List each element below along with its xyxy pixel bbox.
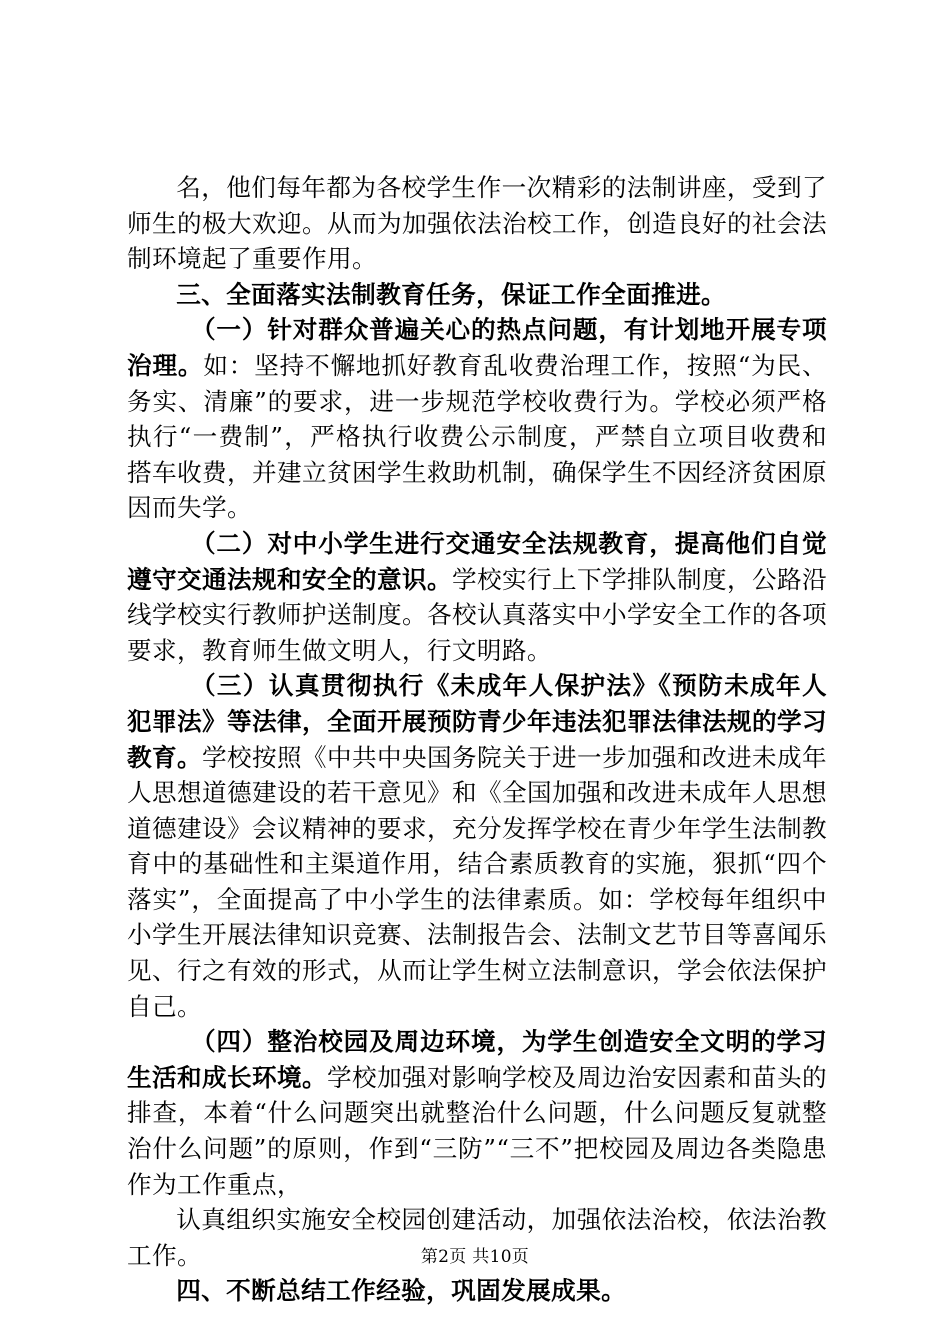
paragraph-item-3 (127, 668, 827, 1024)
item-2-text: 学校实行上下学排队制度，公路沿线学校实行教师护送制度。各校认真落实中小学安全工作的各项要求，教育师生做文明人，行文明路。 (127, 564, 827, 665)
item-4-heading: （四）整治校园及周边环境，为学生创造安全文明的学习生活和成长环境。 (127, 1027, 827, 1092)
paragraph-item-2 (127, 526, 827, 668)
item-1-text: 如：坚持不懈地抓好教育乱收费治理工作，按照“为民、务实、清廉”的要求，进一步规范学校收费行为。学校必须严格执行“一费制”，严格执行收费公示制度，严禁自立项目收费和搭车收费，并建立贫困学生救助机制，确保学生不因经济贫困原因而失学。 (127, 350, 828, 523)
page-number-footer: 第2页 共10页 (420, 1247, 530, 1267)
item-1-heading: （一）针对群众普遍关心的热点问题，有计划地开展专项治理。 (127, 315, 827, 380)
item-3-heading: （三）认真贯彻执行《未成年人保护法》《预防未成年人犯罪法》等法律，全面开展预防青少年违法犯罪法律法规的学习教育。 (127, 671, 827, 772)
paragraph-campus-safety: 认真组织实施安全校园创建活动，加强依法治校，依法治教工作。 (127, 1205, 827, 1270)
item-4-text: 学校加强对影响学校及周边治安因素和苗头的排查，本着“什么问题突出就整治什么问题，什么问题反复就整治什么问题”的原则，作到“三防”“三不”把校园及周边各类隐患作为工作重点， (127, 1062, 827, 1199)
section-heading-4: 四、不断总结工作经验，巩固发展成果。 (176, 1276, 627, 1306)
item-3-text: 学校按照《中共中央国务院关于进一步加强和改进未成年人思想道德建设的若干意见》和《全国加强和改进未成年人思想道德建设》会议精神的要求，充分发挥学校在青少年学生法制教育中的基础性和主渠道作用，结合素质教育的实施，狠抓“四个落实”，全面提高了中小学生的法律素质。如：学校每年组织中小学生开展法律知识竞赛、法制报告会、法制文艺节目等喜闻乐见、行之有效的形式，从而让学生树立法制意识，学会依法保护自己。 (127, 742, 827, 1021)
section-heading-3: 三、全面落实法制教育任务，保证工作全面推进。 (176, 279, 727, 309)
paragraph-item-1 (127, 312, 827, 526)
paragraph-intro: 名，他们每年都为各校学生作一次精彩的法制讲座，受到了师生的极大欢迎。从而为加强依法治校工作，创造良好的社会法制环境起了重要作用。 (127, 173, 827, 274)
document-body (127, 170, 827, 1309)
paragraph-item-4 (127, 1024, 827, 1202)
item-2-heading: （二）对中小学生进行交通安全法规教育，提高他们自觉遵守交通法规和安全的意识。 (127, 528, 827, 594)
